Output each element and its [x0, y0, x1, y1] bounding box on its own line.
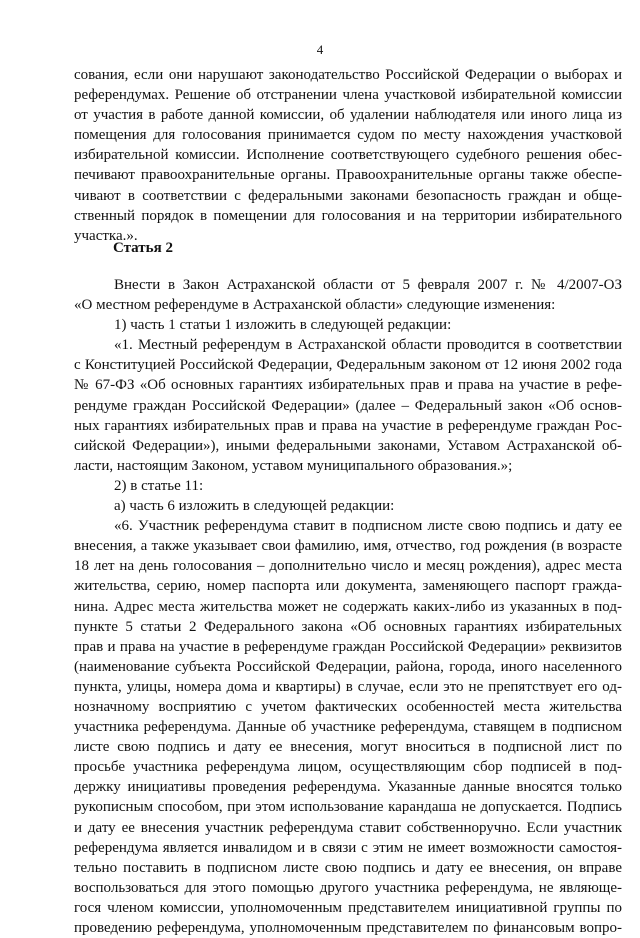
list-item: 1) часть 1 статьи 1 изложить в следующей редакции: [114, 317, 452, 334]
text-line: листе свою подпись и дату ее внесения, могут вноситься в подписной лист по [74, 739, 622, 756]
text-line: референдумах. Решение об отстранении члена участковой избирательной комиссии [74, 87, 622, 104]
paragraph-continuation [74, 65, 622, 246]
text-line: «6. Участник референдума ставит в подписном листе свою подпись и дату ее [114, 518, 622, 535]
text-line: «1. Местный референдум в Астраханской области проводится в соответствии [114, 337, 622, 354]
text-line: рукописным способом, при этом использование карандаша не допускается. Подпись [74, 799, 622, 816]
text-line: прав и права на участие в референдуме граждан Российской Федерации» реквизитов [74, 638, 622, 655]
text-line: Внести в Закон Астраханской области от 5 февраля 2007 г. № 4/2007-ОЗ [114, 277, 622, 293]
list-item: 2) в статье 11: [114, 477, 204, 494]
text-line: участника референдума. Данные об участнике референдума, ставящем в подписном [74, 719, 622, 736]
list-item: а) часть 6 изложить в следующей редакции: [114, 498, 395, 515]
text-line: сийской Федерации»), иными федеральными законами, Уставом Астраханской об- [74, 437, 622, 454]
text-line: внесения, а также указывает свои фамилию, имя, отчество, год рождения (в возрасте [74, 538, 622, 555]
text-line: помещения для голосования принимается судом по месту нахождения участковой [74, 127, 622, 144]
text-line: нина. Адрес места жительства может не содержать каких-либо из указанных в под- [74, 598, 622, 615]
text-line: держку инициативы проведения референдума. Указанные данные вносятся только [74, 779, 622, 796]
article-body [74, 275, 622, 938]
text-line: рендуме граждан Российской Федерации» (далее – Федеральный закон «Об основ- [74, 397, 622, 414]
text-line: тельно поставить в подписном листе свою подпись и дату ее внесения, он вправе [74, 859, 622, 876]
article-heading: Статья 2 [113, 240, 173, 256]
text-line: от участия в работе данной комиссии, об удалении наблюдателя или иного лица из [74, 107, 622, 124]
text-line: с Конституцией Российской Федерации, Федеральным законом от 12 июня 2002 года [74, 357, 622, 374]
text-line: печивают правоохранительные органы. Правоохранительные органы также обеспе- [74, 167, 622, 184]
text-line: «О местном референдуме в Астраханской области» следующие изменения: [74, 297, 556, 314]
text-line: проведению референдума, уполномоченным представителем по финансовым вопро- [74, 920, 622, 936]
text-line: ласти, настоящим Законом, уставом муниципального образования.»; [74, 457, 513, 474]
text-line: № 67-ФЗ «Об основных гарантиях избирательных прав и права на участие в рефе- [74, 377, 622, 394]
text-line: гося членом комиссии, уполномоченным представителем инициативной группы по [74, 899, 622, 916]
text-line: пункта, улицы, номера дома и квартиры) в случае, если это не препятствует его од- [74, 678, 622, 695]
text-line: пункте 5 статьи 2 Федерального закона «Об основных гарантиях избирательных [74, 618, 622, 635]
text-line: 18 лет на день голосования – дополнительно число и месяц рождения), адрес места [74, 558, 622, 575]
text-line: ных гарантиях избирательных прав и права на участие в референдуме граждан Рос- [74, 417, 622, 434]
text-line: (наименование субъекта Российской Федерации, района, города, иного населенного [74, 658, 622, 675]
text-line: ственный порядок в помещении для голосования и на территории избирательного [74, 207, 622, 224]
text-line: участка.». [74, 227, 138, 244]
text-line: референдума является инвалидом и в связи с этим не имеет возможности самостоя- [74, 839, 622, 856]
text-line: жительства, серию, номер паспорта или документа, заменяющего паспорт гражда- [74, 578, 622, 595]
text-line: просьбе участника референдума лицом, осуществляющим сбор подписей в под- [74, 759, 622, 776]
text-line: чивают в соответствии с федеральными законами безопасность граждан и обще- [74, 187, 622, 204]
text-line: нозначному восприятию с учетом фактических особенностей места жительства [74, 698, 622, 715]
text-line: избирательной комиссии. Исполнение соответствующего судебного решения обес- [74, 147, 622, 164]
text-line: воспользоваться для этого помощью другого участника референдума, не являюще- [74, 879, 622, 896]
text-line: и дату ее внесения участник референдума ставит собственноручно. Если участник [74, 819, 622, 836]
page-number: 4 [316, 42, 324, 57]
text-line: сования, если они нарушают законодательство Российской Федерации о выборах и [74, 67, 622, 83]
